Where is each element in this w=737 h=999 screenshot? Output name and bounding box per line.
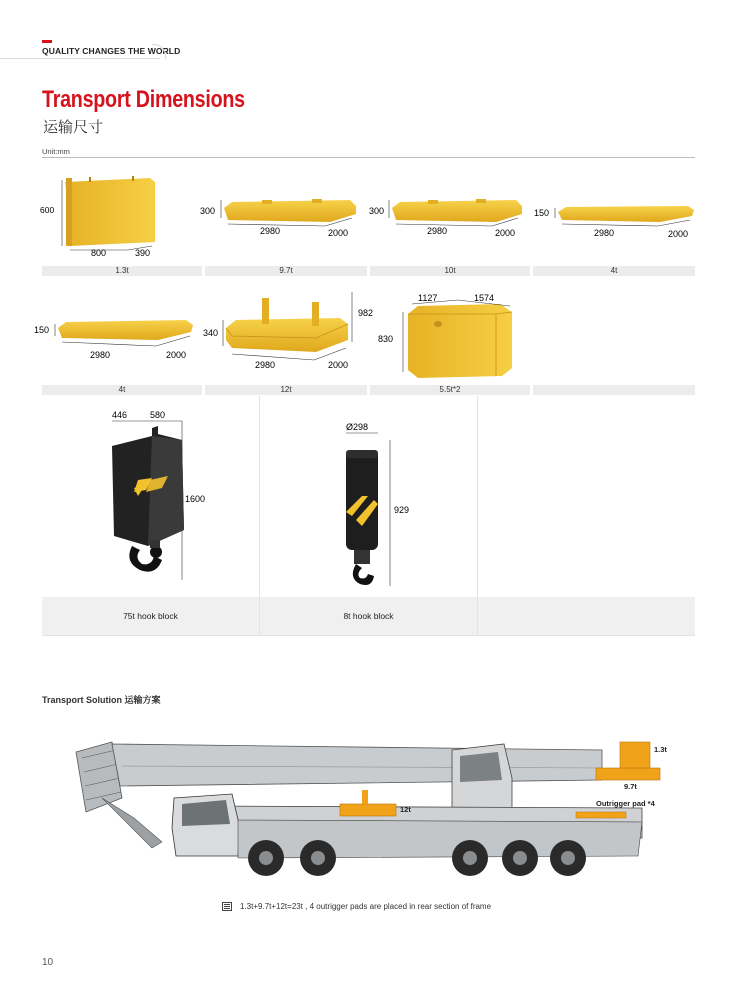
dim-75t-height: 1600: [185, 494, 206, 504]
counterweight-4t-image: [555, 206, 694, 226]
hook-8t-image: [346, 433, 390, 586]
caption-empty: [533, 385, 695, 395]
page-number: 10: [42, 957, 54, 968]
dim-5-5t-top-b: 1574: [474, 293, 495, 303]
hook-block-illustrations: [42, 400, 695, 598]
dim-10t-height: 300: [369, 206, 385, 216]
solution-note: 1.3t+9.7t+12t=23t , 4 outrigger pads are placed in rear section of frame: [240, 902, 492, 911]
crane-jib-arm: [102, 798, 162, 848]
label-12t: 12t: [400, 805, 411, 814]
note-icon: [222, 902, 232, 911]
crane-main-boom: [112, 744, 602, 786]
crane-transport-illustration: [42, 728, 682, 894]
dim-75t-a: 446: [112, 410, 128, 420]
counterweight-1-3t-on-crane: [620, 742, 650, 768]
counterweight-10t-image: [389, 199, 522, 226]
dim-12t-height: 340: [203, 328, 219, 338]
counterweight-row-1-illustrations: [0, 160, 737, 270]
unit-divider: [42, 157, 695, 158]
tagline: QUALITY CHANGES THE WORLD: [42, 46, 181, 56]
dim-1-3t-height: 600: [40, 205, 55, 215]
dim-5-5t-height: 830: [378, 334, 394, 344]
dim-8t-height: 929: [394, 505, 410, 515]
counterweight-5-5t-image: [403, 300, 512, 378]
dim-8t-diameter: Ø298: [346, 422, 369, 432]
label-9-7t: 9.7t: [624, 782, 637, 791]
hook-75t-caption: 75t hook block: [42, 597, 259, 635]
outrigger-pads-on-frame: [576, 812, 626, 818]
page-title: Transport Dimensions: [42, 86, 245, 113]
dim-75t-b: 580: [150, 410, 166, 420]
caption-9-7t: 9.7t: [205, 266, 367, 276]
dim-1-3t-length: 800: [91, 248, 107, 258]
dim-12t-post: 982: [358, 308, 374, 318]
dim-4t-height: 150: [534, 208, 550, 218]
unit-label: Unit:mm: [42, 147, 70, 156]
page-subtitle-cn: 运输尺寸: [43, 119, 104, 136]
counterweight-12t-on-deck: [340, 804, 396, 816]
caption-4t-b: 4t: [42, 385, 202, 395]
dim-9-7t-length: 2980: [260, 226, 281, 236]
hook-8t-caption: 8t hook block: [260, 597, 477, 635]
dim-12t-width: 2000: [328, 360, 349, 370]
dim-9-7t-height: 300: [200, 206, 216, 216]
dim-10t-length: 2980: [427, 226, 448, 236]
dim-4t-b-height: 150: [34, 325, 50, 335]
counterweight-row-2-illustrations: [0, 280, 737, 385]
dim-9-7t-width: 2000: [328, 228, 349, 238]
label-1-3t: 1.3t: [654, 745, 667, 754]
dim-4t-width: 2000: [668, 229, 689, 239]
dim-4t-b-width: 2000: [166, 350, 187, 360]
caption-10t: 10t: [370, 266, 530, 276]
caption-1-3t: 1.3t: [42, 266, 202, 276]
dim-10t-width: 2000: [495, 228, 516, 238]
hook-empty-caption: [478, 597, 695, 635]
counterweight-9-7t-image: [221, 199, 356, 226]
caption-4t: 4t: [533, 266, 695, 276]
header-divider: [0, 58, 160, 59]
counterweight-1-3t-image: [62, 176, 155, 250]
solution-title: Transport Solution 运输方案: [42, 695, 161, 705]
label-outrigger-pads: Outrigger pad *4: [596, 799, 655, 808]
dim-4t-b-length: 2980: [90, 350, 111, 360]
hook-grid-bottom: [42, 635, 695, 636]
brand-accent-bar: [42, 40, 52, 43]
caption-12t: 12t: [205, 385, 367, 395]
dim-4t-length: 2980: [594, 228, 615, 238]
dim-12t-length: 2980: [255, 360, 276, 370]
dim-1-3t-width: 390: [135, 248, 151, 258]
hook-75t-image: [112, 421, 184, 580]
caption-5-5t: 5.5t*2: [370, 385, 530, 395]
counterweight-9-7t-on-crane: [596, 768, 660, 780]
counterweight-12t-image: [223, 292, 352, 360]
dim-5-5t-top-a: 1127: [418, 293, 438, 303]
counterweight-4t-b-image: [55, 320, 193, 346]
